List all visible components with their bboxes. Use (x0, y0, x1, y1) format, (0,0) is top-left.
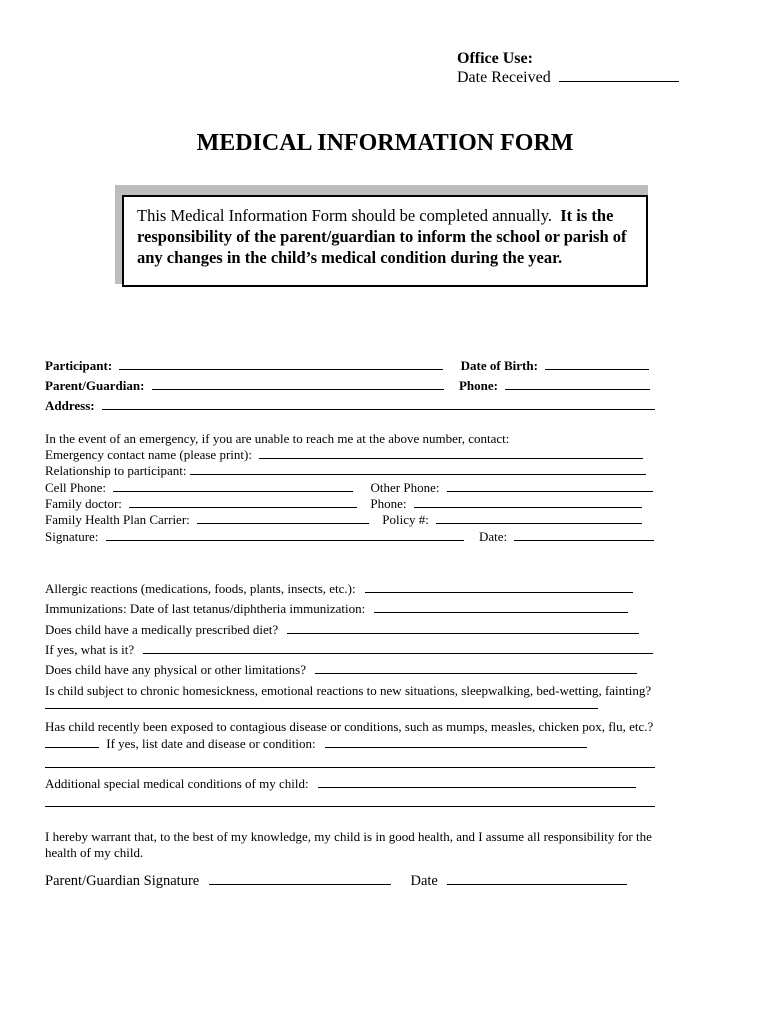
emergency-contact-row (45, 447, 643, 463)
diet-detail-row (45, 642, 653, 658)
parent-phone-label: Phone: (458, 378, 498, 393)
final-date-field[interactable] (447, 873, 627, 885)
final-signature-field[interactable] (209, 873, 391, 885)
address-label: Address: (45, 398, 95, 413)
date-received-field[interactable] (559, 70, 679, 82)
signature-date-label: Date: (478, 529, 508, 544)
diet-row (45, 622, 639, 638)
additional-label: Additional special medical conditions of my child: (45, 776, 309, 791)
final-signature-row (45, 873, 627, 890)
other-phone-label: Other Phone: (370, 480, 440, 495)
diet-detail-field[interactable] (143, 642, 653, 654)
limitations-label: Does child have any physical or other limitations? (45, 662, 307, 677)
final-date-label: Date (410, 873, 438, 889)
exposed-list-field[interactable] (325, 736, 587, 748)
homesick-question: Is child subject to chronic homesickness, emotional reactions to new situations, sleepwalking, bed-wetting, fainting? (45, 683, 652, 698)
diet-field[interactable] (287, 622, 639, 634)
emergency-contact-field[interactable] (259, 447, 643, 459)
doctor-row (45, 496, 642, 512)
notice-box (122, 195, 648, 287)
exposed-answer-field[interactable] (45, 736, 99, 748)
exposed-list-label: If yes, list date and disease or condition: (106, 736, 316, 751)
allergic-label: Allergic reactions (medications, foods, plants, insects, etc.): (45, 581, 356, 596)
relationship-label: Relationship to participant: (45, 463, 187, 478)
office-use-block (457, 49, 679, 87)
emergency-contact-label: Emergency contact name (please print): (45, 447, 252, 462)
additional-field[interactable] (318, 776, 636, 788)
immunizations-field[interactable] (374, 601, 628, 613)
notice-bold-text: It is the responsibility of the parent/guardian to inform the school or parish of any changes in the child’s medical condition during the year. (137, 206, 627, 267)
dob-field[interactable] (545, 358, 649, 370)
emergency-intro: In the event of an emergency, if you are unable to reach me at the above number, contact: (45, 431, 510, 446)
doctor-label: Family doctor: (45, 496, 122, 511)
doctor-phone-field[interactable] (414, 496, 642, 508)
carrier-label: Family Health Plan Carrier: (45, 512, 190, 527)
relationship-field[interactable] (190, 463, 646, 475)
carrier-row (45, 512, 642, 528)
date-received-row (457, 68, 679, 87)
doctor-phone-label: Phone: (370, 496, 407, 511)
participant-label: Participant: (45, 358, 113, 373)
warrant-line-2: health of my child. (45, 845, 144, 860)
diet-detail-label: If yes, what is it? (45, 642, 135, 657)
final-signature-label: Parent/Guardian Signature (45, 873, 200, 889)
carrier-field[interactable] (197, 512, 369, 524)
exposed-list-row (45, 736, 587, 752)
immunizations-row (45, 601, 628, 617)
exposed-question: Has child recently been exposed to contagious disease or conditions, such as mumps, measles, chicken pox, flu, etc.? (45, 719, 654, 734)
cell-phone-field[interactable] (113, 480, 353, 492)
allergic-row (45, 581, 633, 597)
allergic-field[interactable] (365, 581, 633, 593)
participant-field[interactable] (119, 358, 443, 370)
parent-label: Parent/Guardian: (45, 378, 145, 393)
parent-row (45, 378, 650, 394)
signature-date-field[interactable] (514, 529, 654, 541)
limitations-field[interactable] (315, 662, 637, 674)
parent-field[interactable] (152, 378, 444, 390)
relationship-row (45, 463, 646, 479)
date-received-label: Date Received (457, 69, 551, 86)
exposed-extra-field[interactable] (45, 767, 655, 768)
additional-extra-field[interactable] (45, 806, 655, 807)
parent-phone-field[interactable] (505, 378, 650, 390)
cell-phone-label: Cell Phone: (45, 480, 107, 495)
immunizations-label: Immunizations: Date of last tetanus/diphtheria immunization: (45, 601, 366, 616)
cell-phone-row (45, 480, 653, 496)
limitations-row (45, 662, 637, 678)
doctor-field[interactable] (129, 496, 357, 508)
policy-label: Policy #: (382, 512, 429, 527)
participant-row (45, 358, 649, 374)
form-title: MEDICAL INFORMATION FORM (196, 130, 574, 156)
other-phone-field[interactable] (447, 480, 653, 492)
policy-field[interactable] (436, 512, 642, 524)
dob-label: Date of Birth: (460, 358, 538, 373)
warrant-line-1: I hereby warrant that, to the best of my knowledge, my child is in good health, and I assume all responsibility for the (45, 829, 652, 844)
additional-row (45, 776, 636, 792)
notice-plain-text: This Medical Information Form should be completed annually. (137, 206, 553, 225)
homesick-field[interactable] (45, 708, 598, 709)
signature-row (45, 529, 654, 545)
diet-label: Does child have a medically prescribed diet? (45, 622, 279, 637)
address-field[interactable] (102, 398, 655, 410)
signature-field[interactable] (106, 529, 464, 541)
address-row (45, 398, 655, 414)
signature-label: Signature: (45, 529, 99, 544)
office-use-label: Office Use: (457, 50, 533, 67)
